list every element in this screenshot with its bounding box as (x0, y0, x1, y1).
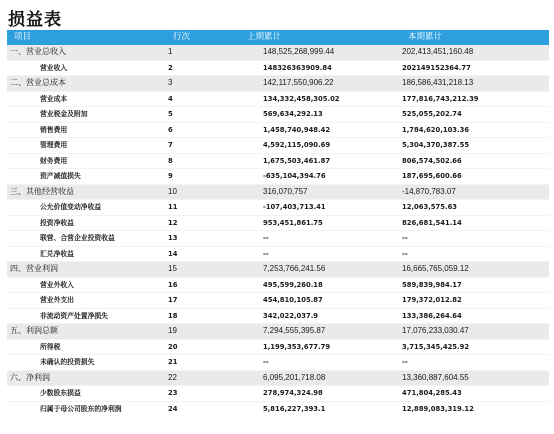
row-item: 非流动资产处置净损失 (7, 308, 166, 324)
row-item: 销售费用 (7, 122, 166, 138)
table-row (7, 293, 549, 309)
row-seq: 21 (166, 355, 240, 371)
row-curr-cumulative: 3,715,345,425.92 (401, 339, 549, 355)
table-row (7, 355, 549, 371)
row-seq: 24 (166, 401, 240, 416)
row-curr-cumulative: 202,413,451,160.48 (402, 47, 474, 56)
row-curr-cumulative: 133,386,264.64 (401, 308, 549, 324)
row-prev-cumulative: 1,199,353,677.79 (240, 339, 401, 355)
table-row (7, 401, 549, 416)
row-prev-cumulative: 134,332,458,305.02 (240, 91, 401, 107)
table-row (7, 324, 549, 340)
row-prev-cumulative: -- (240, 231, 401, 247)
row-prev-cumulative: 7,294,555,395.87 (240, 324, 401, 340)
row-prev-cumulative: 6,095,201,718.08 (240, 370, 401, 386)
row-curr-cumulative: 5,304,370,387.55 (401, 138, 549, 154)
table-row (7, 262, 549, 278)
table-row (7, 169, 549, 185)
row-curr-cumulative: 12,063,575.63 (401, 200, 549, 216)
row-seq: 15 (166, 262, 240, 278)
header-prev: 上期累计 (247, 32, 282, 42)
table-row (7, 246, 549, 262)
row-curr-cumulative: 826,681,541.14 (401, 215, 549, 231)
row-seq: 3 (166, 76, 240, 92)
row-seq: 10 (166, 184, 240, 200)
row-item: 汇兑净收益 (7, 246, 166, 262)
table-body (7, 45, 549, 416)
table-row (7, 107, 549, 123)
header-row (7, 30, 549, 45)
row-curr-cumulative: 589,839,984.17 (401, 277, 549, 293)
row-item: 管理费用 (7, 138, 166, 154)
row-curr-cumulative: -- (401, 355, 549, 371)
row-item: 投资净收益 (7, 215, 166, 231)
row-curr-cumulative: 16,665,765,059.12 (401, 262, 549, 278)
row-seq: 6 (166, 122, 240, 138)
table-row (7, 45, 549, 60)
row-seq: 1 (168, 47, 173, 56)
row-prev-cumulative: 454,810,105.87 (240, 293, 401, 309)
table-header (7, 30, 549, 45)
row-prev-cumulative: 7,253,766,241.56 (240, 262, 401, 278)
table-row (7, 231, 549, 247)
header-item: 项目 (14, 32, 32, 42)
row-curr-cumulative: 187,695,600.66 (401, 169, 549, 185)
row-prev-cumulative: 142,117,550,906.22 (240, 76, 401, 92)
row-item: 归属于母公司股东的净利润 (7, 401, 166, 416)
table-row (7, 60, 549, 76)
row-seq: 9 (166, 169, 240, 185)
row-curr-cumulative: 525,055,202.74 (401, 107, 549, 123)
table-row (7, 308, 549, 324)
table-row (7, 386, 549, 402)
row-curr-cumulative: 17,076,233,030.47 (401, 324, 549, 340)
row-seq: 7 (166, 138, 240, 154)
row-prev-cumulative: -- (240, 355, 401, 371)
row-item: 营业外收入 (7, 277, 166, 293)
row-item: 公允价值变动净收益 (7, 200, 166, 216)
row-curr-cumulative: 806,574,502.66 (401, 153, 549, 169)
row-item: 营业外支出 (7, 293, 166, 309)
row-seq: 5 (166, 107, 240, 123)
row-seq: 13 (166, 231, 240, 247)
header-seq: 行次 (173, 32, 191, 42)
row-seq: 14 (166, 246, 240, 262)
row-curr-cumulative: 186,586,431,218.13 (401, 76, 549, 92)
row-curr-cumulative: -- (401, 246, 549, 262)
row-item: 三、其他经营收益 (7, 184, 166, 200)
row-curr-cumulative: 471,804,285.43 (401, 386, 549, 402)
row-prev-cumulative: 278,974,324.98 (240, 386, 401, 402)
row-prev-cumulative: 5,816,227,393.1 (240, 401, 401, 416)
row-seq: 16 (166, 277, 240, 293)
row-seq: 18 (166, 308, 240, 324)
row-prev-cumulative: 4,592,115,090.69 (240, 138, 401, 154)
row-curr-cumulative: 12,889,083,319.12 (401, 401, 549, 416)
row-prev-cumulative: 148,525,268,999.44 (263, 47, 335, 56)
table-row (7, 277, 549, 293)
table-row (7, 200, 549, 216)
table-row (7, 339, 549, 355)
row-prev-cumulative: 495,599,260.18 (240, 277, 401, 293)
row-seq: 22 (166, 370, 240, 386)
row-item: 未确认的投资损失 (7, 355, 166, 371)
row-item: 营业收入 (7, 60, 166, 76)
row-item: 少数股东损益 (7, 386, 166, 402)
row-seq: 20 (166, 339, 240, 355)
row-seq: 17 (166, 293, 240, 309)
row-seq: 12 (166, 215, 240, 231)
row-item: 资产减值损失 (7, 169, 166, 185)
row-prev-cumulative: 1,675,503,461.87 (240, 153, 401, 169)
row-item: 营业成本 (7, 91, 166, 107)
row-prev-cumulative: 316,070,757 (240, 184, 401, 200)
row-seq: 8 (166, 153, 240, 169)
row-curr-cumulative: 177,816,743,212.39 (401, 91, 549, 107)
row-curr-cumulative: 1,784,620,103.36 (401, 122, 549, 138)
row-curr-cumulative: -- (401, 231, 549, 247)
row-item: 二、营业总成本 (7, 76, 166, 92)
row-item: 所得税 (7, 339, 166, 355)
table-row (7, 138, 549, 154)
table-row (7, 370, 549, 386)
row-prev-cumulative: 953,451,861.75 (240, 215, 401, 231)
page-title: 损益表 (8, 10, 62, 30)
table-row (7, 215, 549, 231)
row-item: 五、利润总额 (7, 324, 166, 340)
table-row (7, 76, 549, 92)
row-curr-cumulative: 13,360,887,604.55 (401, 370, 549, 386)
row-item: 六、净利润 (7, 370, 166, 386)
row-item: 联营、合营企业投资收益 (7, 231, 166, 247)
row-prev-cumulative: 148326363909.84 (240, 60, 401, 76)
row-seq: 2 (166, 60, 240, 76)
row-prev-cumulative: 569,634,292.13 (240, 107, 401, 123)
row-prev-cumulative: -635,104,394.76 (240, 169, 401, 185)
table-row (7, 122, 549, 138)
row-seq: 4 (166, 91, 240, 107)
row-prev-cumulative: 1,458,740,948.42 (240, 122, 401, 138)
table-row (7, 184, 549, 200)
table-row (7, 91, 549, 107)
row-curr-cumulative: 202149152364.77 (401, 60, 549, 76)
row-item: 财务费用 (7, 153, 166, 169)
row-curr-cumulative: 179,372,012.82 (401, 293, 549, 309)
header-curr: 本期累计 (408, 32, 443, 42)
row-prev-cumulative: -107,403,713.41 (240, 200, 401, 216)
row-item: 一、营业总收入 (10, 47, 66, 56)
row-item: 营业税金及附加 (7, 107, 166, 123)
row-item: 四、营业利润 (7, 262, 166, 278)
income-statement-table (7, 30, 549, 416)
row-curr-cumulative: -14,870,783.07 (401, 184, 549, 200)
row-seq: 11 (166, 200, 240, 216)
row-prev-cumulative: -- (240, 246, 401, 262)
row-seq: 23 (166, 386, 240, 402)
table-row (7, 153, 549, 169)
row-seq: 19 (166, 324, 240, 340)
row-prev-cumulative: 342,022,037.9 (240, 308, 401, 324)
